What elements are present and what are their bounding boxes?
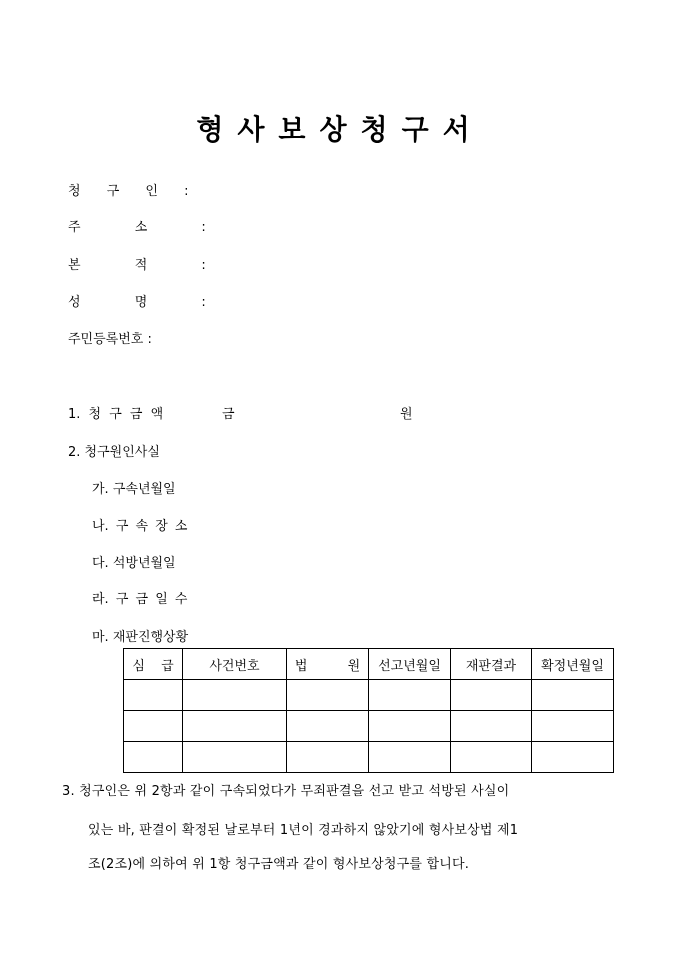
section2-label: 2. 청구원인사실 [68, 445, 160, 460]
table-cell [287, 742, 369, 773]
section1-amount-prefix: 금 [222, 407, 235, 422]
section2-item-d: 라. 구 금 일 수 [92, 592, 188, 607]
section3-line2: 있는 바, 판결이 확정된 날로부터 1년이 경과하지 않았기에 형사보상법 제1 [88, 823, 519, 838]
document-title: 형사보상청구서 [196, 113, 484, 146]
section2-item-b: 나. 구 속 장 소 [92, 519, 188, 534]
claimant-label [68, 180, 188, 199]
table-cell [451, 711, 532, 742]
table-cell [183, 680, 287, 711]
table-cell [369, 711, 451, 742]
header-sentence-date: 선고년월일 [369, 649, 451, 680]
address-label [68, 216, 206, 235]
registry-label [68, 254, 206, 273]
table-cell [369, 680, 451, 711]
table-cell [183, 742, 287, 773]
table-cell [287, 711, 369, 742]
name-label-text: 성 명 : [68, 295, 206, 310]
section2-item-c: 다. 석방년월일 [92, 556, 176, 571]
table-row [124, 742, 614, 773]
table-header-row [124, 649, 614, 680]
name-label [68, 291, 206, 310]
table-cell [532, 680, 614, 711]
section3-line1: 3. 청구인은 위 2항과 같이 구속되었다가 무죄판결을 선고 받고 석방된 사실이 [62, 784, 510, 799]
table-cell [532, 711, 614, 742]
table-cell [532, 742, 614, 773]
section2-item-e: 마. 재판진행상황 [92, 630, 189, 645]
section3-line3: 조(2조)에 의하여 위 1항 청구금액과 같이 형사보상청구를 합니다. [88, 857, 470, 872]
registry-label-text: 본 적 : [68, 258, 206, 273]
header-case-number: 사건번호 [183, 649, 287, 680]
header-court: 법 원 [287, 649, 369, 680]
resident-number-label: 주민등록번호 : [68, 332, 152, 347]
table-cell [124, 680, 183, 711]
trial-status-table [123, 648, 614, 773]
table-cell [369, 742, 451, 773]
header-trial-result: 재판결과 [451, 649, 532, 680]
table-row [124, 711, 614, 742]
header-final-date: 확정년월일 [532, 649, 614, 680]
table-cell [183, 711, 287, 742]
table-cell [451, 680, 532, 711]
table-row [124, 680, 614, 711]
table-cell [124, 742, 183, 773]
section2-item-a: 가. 구속년월일 [92, 482, 176, 497]
section1-label: 1. 청 구 금 액 [68, 407, 164, 422]
header-instance: 심 급 [124, 649, 183, 680]
table-cell [124, 711, 183, 742]
table-cell [287, 680, 369, 711]
table-cell [451, 742, 532, 773]
section1-amount-unit: 원 [400, 407, 413, 422]
address-label-text: 주 소 : [68, 220, 206, 235]
claimant-label-text: 청 구 인 : [68, 184, 189, 199]
